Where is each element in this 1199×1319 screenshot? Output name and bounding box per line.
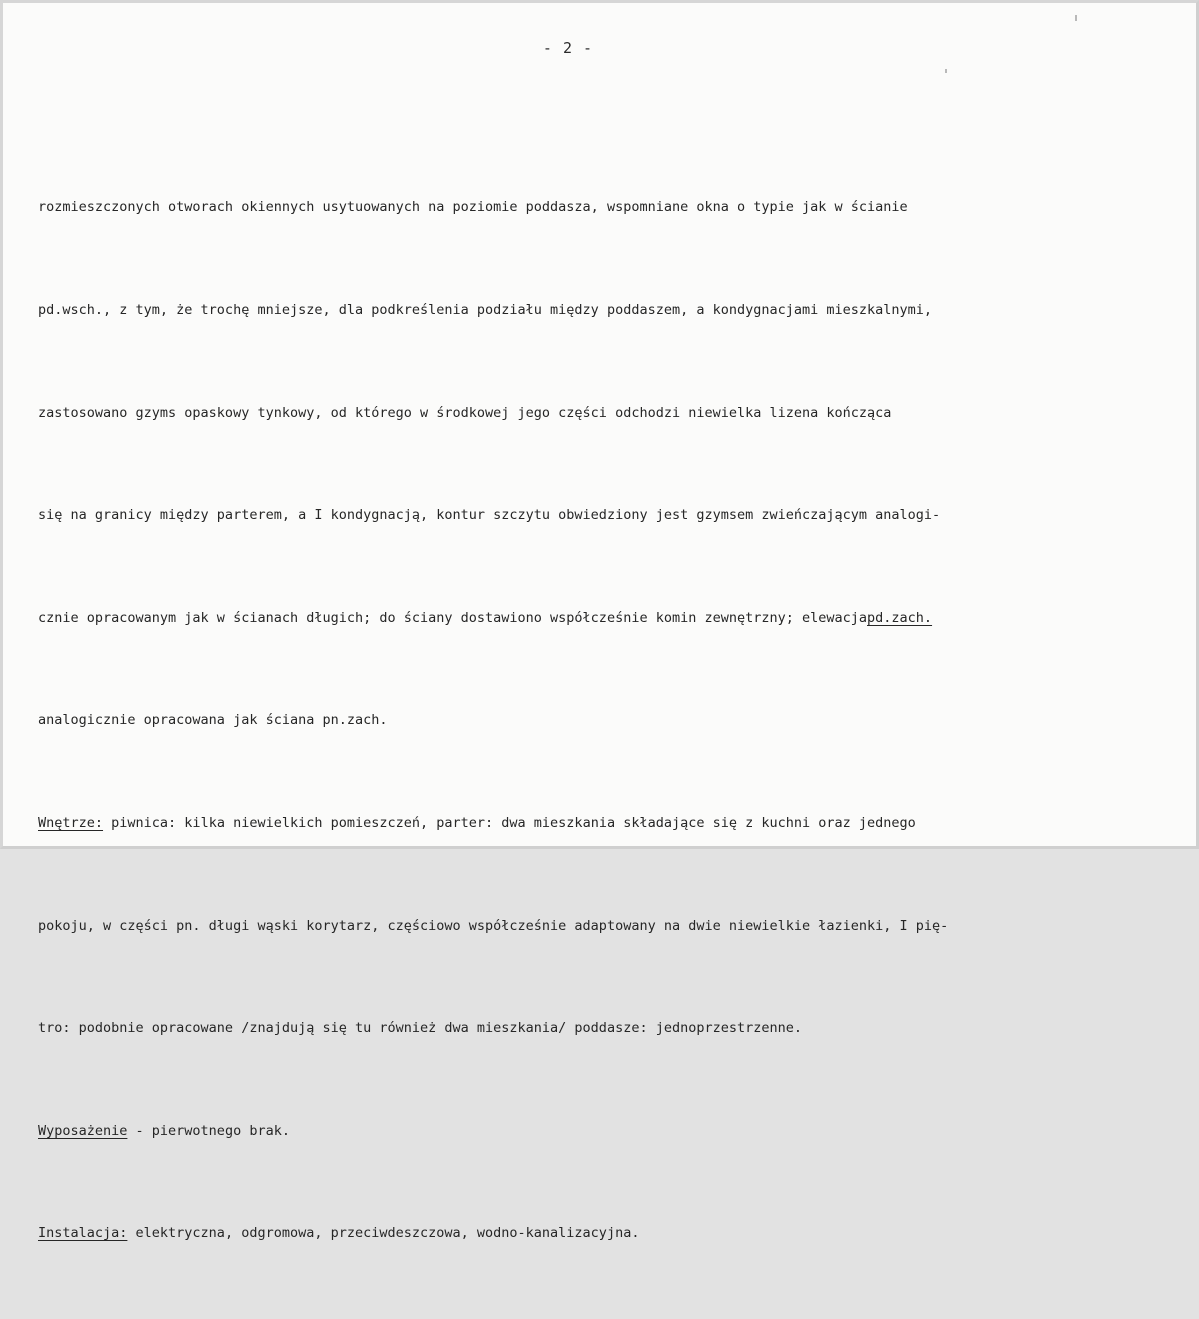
- text-line: [38, 601, 1183, 635]
- page-number: - 2 -: [542, 39, 594, 57]
- text-line: pokoju, w części pn. długi wąski korytarz, częściowo współcześnie adaptowany na dwie niewielkie łazienki, I pię-: [38, 917, 949, 934]
- text-line: analogicznie opracowana jak ściana pn.zach.: [38, 712, 388, 729]
- section-label: Wyposażenie: [38, 1122, 128, 1139]
- text-line: się na granicy między parterem, a I kondygnacją, kontur szczytu obwiedziony jest gzymsem zwieńczającym analogi-: [38, 507, 941, 524]
- section-label: Wnętrze:: [38, 814, 104, 831]
- line-text: cznie opracowanym jak w ścianach długich; do ściany dostawiono współcześnie komin zewnętrzny; elewacja: [38, 609, 868, 626]
- paper-mark: [1075, 15, 1077, 21]
- paper-mark: [945, 69, 947, 73]
- section-wyposazenie: [38, 1114, 1183, 1148]
- text-line: pd.wsch., z tym, że trochę mniejsze, dla podkreślenia podziału między poddaszem, a kondygnacjami mieszkalnymi,: [38, 302, 933, 318]
- section-text: piwnica: kilka niewielkich pomieszczeń, parter: dwa mieszkania składające się z kuchni oraz jednego: [103, 814, 916, 831]
- document-body: [38, 122, 1183, 1319]
- text-line: tro: podobnie opracowane /znajdują się tu również dwa mieszkania/ poddasze: jednoprzestrzenne.: [38, 1020, 803, 1037]
- section-text: elektryczna, odgromowa, przeciwdeszczowa, wodno-kanalizacyjna.: [127, 1225, 640, 1242]
- section-instalacja: [38, 1216, 1183, 1250]
- underlined-term: pd.zach.: [867, 609, 933, 626]
- section-wnetrze: [38, 806, 1183, 840]
- text-line: zastosowano gzyms opaskowy tynkowy, od którego w środkowej jego części odchodzi niewielka lizena kończąca: [38, 404, 892, 421]
- section-label: Instalacja:: [38, 1225, 128, 1242]
- section-text: - pierwotnego brak.: [127, 1122, 290, 1139]
- text-line: rozmieszczonych otworach okiennych usytuowanych na poziomie poddasza, wspomniane okna o typie jak w ścianie: [38, 199, 908, 216]
